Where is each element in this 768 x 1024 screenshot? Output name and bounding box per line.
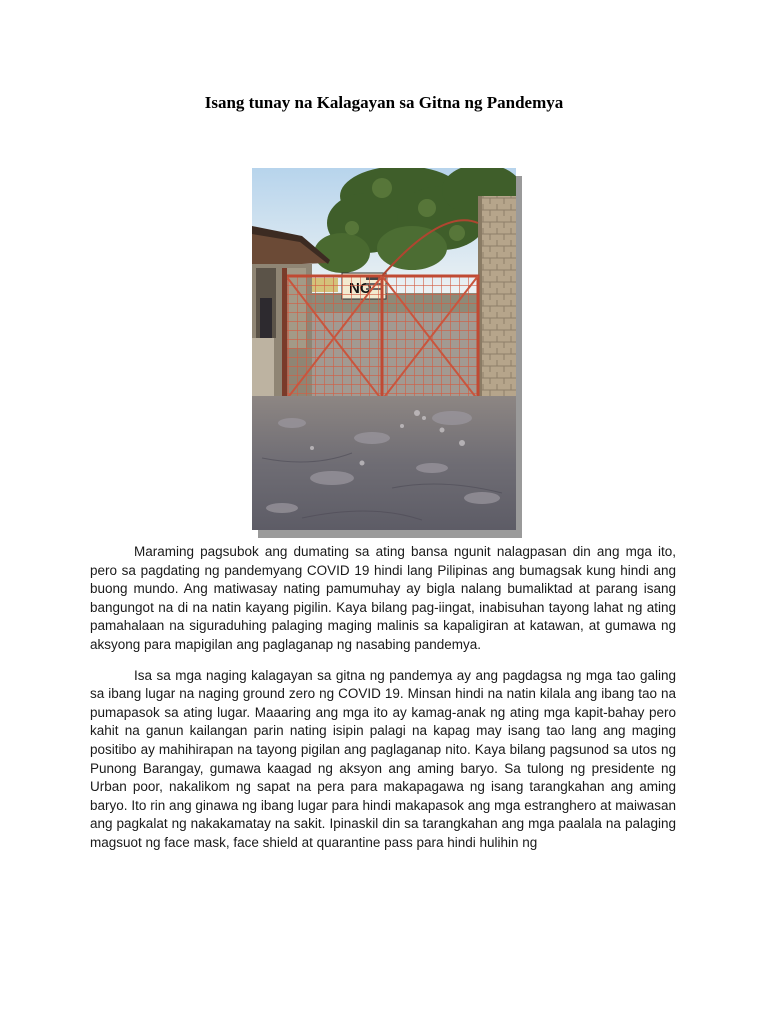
paragraph-2: Isa sa mga naging kalagayan sa gitna ng pandemya ay ang pagdagsa ng mga tao galing sa ibang lugar na naging ground zero ng COVID 19. Minsan hindi na natin kilala ang ibang tao na pumapasok sa ating lugar. Maaaring ang mga ito ay kamag-anak ng ating mga kapit-bahay pero kahit na ganun kailangan parin nating isipin palagi na kapag may isang tao lang ang maging positibo ay mahihirapan na tayong pigilan ang paglaganap nito. Kaya bilang pagsunod sa utos ng Punong Barangay, gumawa kaagad ng aksyon ang aming baryo. Sa tulong ng presidente ng Urban poor, nakalikom ng sapat na pera para makapagawa ng isang tarangkahan ang aming baryo. Ito rin ang ginawa ng ibang lugar para hindi makapasok ang mga estranghero at maiwasan ang pagkalat ng nakakamatay na sakit. Ipinaskil din sa tarangkahan ang mga paalala na palaging magsuot ng face mask, face shield at quarantine pass para hindi hulihin ng: [90, 667, 676, 850]
document-body: [90, 543, 676, 865]
document-title: Isang tunay na Kalagayan sa Gitna ng Pandemya: [204, 93, 564, 112]
gate-photo: [252, 168, 516, 530]
paragraph-1: Maraming pagsubok ang dumating sa ating bansa ngunit nalagpasan din ang mga ito, pero sa pagdating ng pandemyang COVID 19 hindi lang Pilipinas ang bumagsak kung hindi ang buong mundo. Ang matiwasay nating pamumuhay ay bigla nalang bumaliktad at parang isang bangungot na di na natin kayang pigilin. Kaya bilang pag-iingat, inabisuhan tayong lahat ng ating pamahalaan na siguraduhing palaging maging malinis sa kapaligiran at katawan, at gumawa ng aksyong para mapigilan ang paglaganap ng nasabing pandemya.: [90, 544, 676, 652]
photo-wall: [478, 196, 516, 396]
figure: [252, 168, 516, 530]
